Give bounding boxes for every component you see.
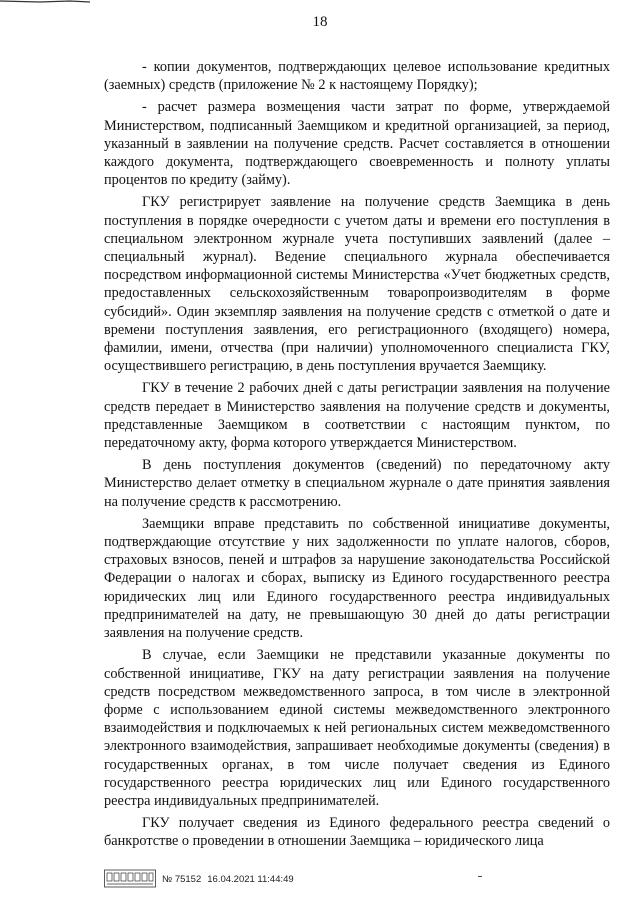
document-datetime: 16.04.2021 11:44:49 bbox=[207, 873, 294, 885]
paragraph-4: ГКУ в течение 2 рабочих дней с даты регистрации заявления на получение средств передает в Министерство заявления на получение средств и документы, представленные Заемщиком в соответствии с настоящим пунктом, по передаточному акту, форма которого утверждается Министерством. bbox=[104, 380, 610, 452]
scan-speck bbox=[478, 876, 482, 877]
paragraph-6: Заемщики вправе представить по собственной инициативе документы, подтверждающие отсутствие у них задолженности по уплате налогов, сборов, страховых взносов, пеней и штрафов за нарушение законодательства Российской Федерации о налогах и сборах, выписку из Единого государственного реестра юридических лиц или Единого государственного реестра индивидуальных предпринимателей на дату, не превышающую 30 дней до даты регистрации заявления на получение средств. bbox=[104, 515, 610, 642]
registry-stamp-icon bbox=[104, 868, 156, 890]
scan-edge-mark bbox=[0, 0, 90, 8]
document-number: № 75152 bbox=[162, 873, 202, 885]
paragraph-7: В случае, если Заемщики не представили указанные документы по собственной инициативе, ГКУ на дату регистрации заявления на получение средств посредством межведомственного запроса, в том числе в электронной форме с использованием единой системы межведомственного электронного взаимодействия и подключаемых к ней региональных систем межведомственного электронного взаимодействия, запрашивает необходимые документы (сведения) в государственных органах, в том числе получает сведения из Единого государственного реестра юридических лиц или Единого государственного реестра индивидуальных предпринимателей. bbox=[104, 647, 610, 809]
footer-stamp bbox=[104, 868, 294, 890]
document-body bbox=[104, 58, 610, 855]
paragraph-5: В день поступления документов (сведений) по передаточному акту Министерство делает отметку в специальном журнале о дате принятия заявления на получение средств к рассмотрению. bbox=[104, 457, 610, 510]
paragraph-1: - копии документов, подтверждающих целевое использование кредитных (заемных) средств (приложение № 2 к настоящему Порядку); bbox=[104, 59, 610, 94]
page-number: 18 bbox=[312, 14, 328, 30]
paragraph-2: - расчет размера возмещения части затрат по форме, утверждаемой Министерством, подписанный Заемщиком и кредитной организацией, за период, указанный в заявлении на получение средств. Расчет составляется в отношении каждого документа, подтверждающего своевременность и полноту уплаты процентов по кредиту (займу). bbox=[104, 99, 610, 189]
paragraph-8: ГКУ получает сведения из Единого федерального реестра сведений о банкротстве о проведении в отношении Заемщика – юридического лица bbox=[104, 815, 610, 850]
paragraph-3: ГКУ регистрирует заявление на получение средств Заемщика в день поступления в порядке очередности с учетом даты и времени его поступления в специальном электронном журнале учета поступивших заявлений (далее – специальный журнал). Ведение специального журнала обеспечивается посредством информационной системы Министерства «Учет бюджетных средств, предоставленных сельскохозяйственным товаропроизводителям в форме субсидий». Один экземпляр заявления на получение средств с отметкой о дате и времени поступления заявления, его регистрационного (входящего) номера, фамилии, имени, отчества (при наличии) уполномоченного специалиста ГКУ, осуществившего регистрацию, в день поступления вручается Заемщику. bbox=[104, 194, 610, 375]
